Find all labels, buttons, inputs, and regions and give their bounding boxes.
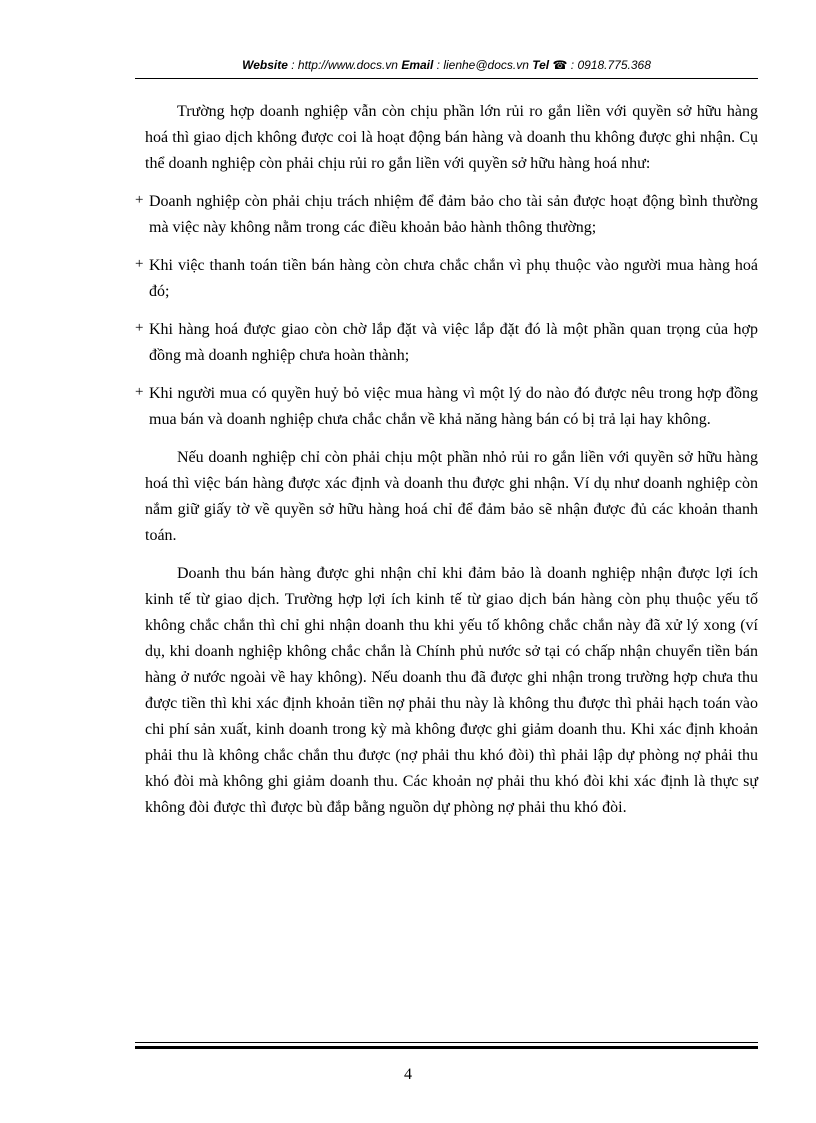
tel-label: Tel	[532, 58, 550, 72]
tel-value: : 0918.775.368	[567, 58, 651, 72]
body-paragraph: Nếu doanh nghiệp chỉ còn phải chịu một phần nhỏ rủi ro gắn liền với quyền sở hữu hàng hoá thì việc bán hàng được xác định và doanh thu được ghi nhận. Ví dụ như doanh nghiệp còn nắm giữ giấy tờ về quyền sở hữu hàng hoá chỉ để đảm bảo sẽ nhận được đủ các khoản thanh toán.	[145, 449, 758, 544]
list-item	[135, 253, 758, 305]
plus-bullet-icon: +	[135, 384, 144, 400]
plus-bullet-icon: +	[135, 192, 144, 208]
website-value: : http://www.docs.vn	[287, 58, 398, 72]
list-item-text: Khi việc thanh toán tiền bán hàng còn chưa chắc chắn vì phụ thuộc vào người mua hàng hoá đó;	[149, 257, 758, 300]
body-paragraph: Doanh thu bán hàng được ghi nhận chỉ khi đảm bảo là doanh nghiệp nhận được lợi ích kinh tế từ giao dịch. Trường hợp lợi ích kinh tế từ giao dịch bán hàng còn phụ thuộc yếu tố không chắc chắn thì chỉ ghi nhận doanh thu khi yếu tố không chắc chắn này đã xử lý xong (ví dụ, khi doanh nghiệp không chắc chắn là Chính phủ nước sở tại có chấp nhận chuyển tiền bán hàng ở nước ngoài về hay không). Nếu doanh thu đã được ghi nhận trong trường hợp chưa thu được tiền thì khi xác định khoản tiền nợ phải thu này là không thu được thì phải hạch toán vào chi phí sản xuất, kinh doanh trong kỳ mà không được ghi giảm doanh thu. Khi xác định khoản phải thu là không chắc chắn thu được (nợ phải thu khó đòi) thì phải lập dự phòng nợ phải thu khó đòi mà không ghi giảm doanh thu. Các khoản nợ phải thu khó đòi khi xác định là thực sự không đòi được thì được bù đắp bằng nguồn dự phòng nợ phải thu khó đòi.	[145, 565, 758, 816]
header-divider	[135, 78, 758, 79]
plus-bullet-icon: +	[135, 256, 144, 272]
list-item-text: Khi người mua có quyền huỷ bỏ việc mua hàng vì một lý do nào đó được nêu trong hợp đồng mua bán và doanh nghiệp chưa chắc chắn về khả năng hàng bán có bị trả lại hay không.	[149, 385, 758, 428]
list-item-text: Doanh nghiệp còn phải chịu trách nhiệm để đảm bảo cho tài sản được hoạt động bình thường mà việc này không nằm trong các điều khoản bảo hành thông thường;	[149, 193, 758, 236]
list-item	[135, 381, 758, 433]
phone-icon: ☎	[552, 58, 568, 72]
list-item-text: Khi hàng hoá được giao còn chờ lắp đặt và việc lắp đặt đó là một phần quan trọng của hợp đồng mà doanh nghiệp chưa hoàn thành;	[149, 321, 758, 364]
email-value: : lienhe@docs.vn	[433, 58, 529, 72]
footer-divider	[135, 1042, 758, 1049]
page-header	[135, 58, 758, 72]
intro-paragraph: Trường hợp doanh nghiệp vẫn còn chịu phần lớn rủi ro gắn liền với quyền sở hữu hàng hoá thì giao dịch không được coi là hoạt động bán hàng và doanh thu không được ghi nhận. Cụ thể doanh nghiệp còn phải chịu rủi ro gắn liền với quyền sở hữu hàng hoá như:	[145, 103, 758, 172]
document-body	[135, 99, 758, 833]
page-number: 4	[404, 1066, 412, 1083]
website-label: Website	[242, 58, 288, 72]
list-item	[135, 317, 758, 369]
list-item	[135, 189, 758, 241]
plus-bullet-icon: +	[135, 320, 144, 336]
email-label: Email	[401, 58, 434, 72]
